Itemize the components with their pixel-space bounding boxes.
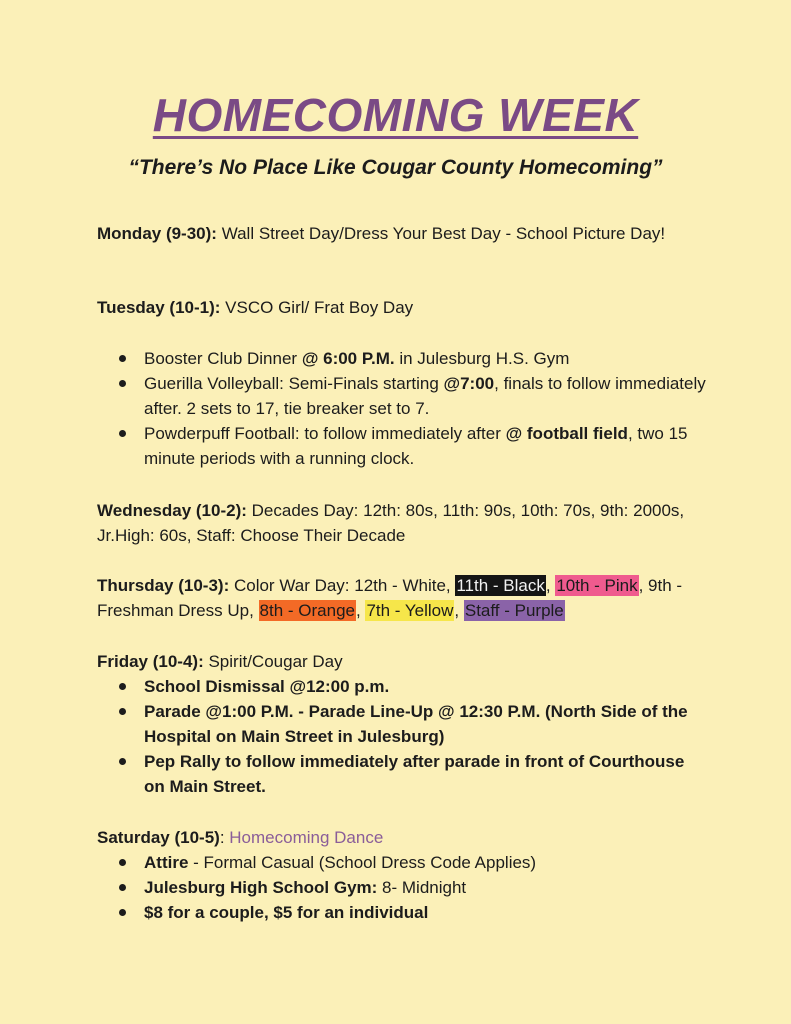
saturday-heading: Saturday (10-5) [97,828,220,847]
friday-section [97,649,707,799]
tuesday-text: VSCO Girl/ Frat Boy Day [220,298,414,317]
list-item: Booster Club Dinner @ 6:00 P.M. in Julesburg H.S. Gym [97,346,707,371]
list-item: Julesburg High School Gym: 8- Midnight [97,875,707,900]
friday-heading: Friday (10-4): [97,652,204,671]
wednesday-section [97,498,707,548]
wednesday-text: Decades Day: 12th: 80s, 11th: 90s, 10th: 70s, 9th: 2000s, Jr.High: 60s, Staff: Choose Their Decade [97,501,685,545]
list-item: Powderpuff Football: to follow immediately after @ football field, two 15 minute periods with a running clock. [97,421,707,471]
highlight-staff-purple: Staff - Purple [464,601,564,620]
list-item: $8 for a couple, $5 for an individual [97,900,707,925]
homecoming-dance-label: Homecoming Dance [229,828,384,847]
list-item: School Dismissal @12:00 p.m. [97,674,707,699]
page-subtitle: “There’s No Place Like Cougar County Homecoming” [128,156,663,179]
tuesday-heading: Tuesday (10-1): [97,298,221,317]
monday-section [97,221,707,246]
monday-heading: Monday (9-30): [97,224,217,243]
monday-text: Wall Street Day/Dress Your Best Day - School Picture Day! [216,224,666,243]
list-item: Attire - Formal Casual (School Dress Code Applies) [97,850,707,875]
highlight-11th-black: 11th - Black [456,576,545,595]
list-item: Guerilla Volleyball: Semi-Finals starting @7:00, finals to follow immediately after. 2 sets to 17, tie breaker set to 7. [97,371,707,421]
tuesday-section [97,295,707,320]
friday-text: Spirit/Cougar Day [203,652,343,671]
wednesday-heading: Wednesday (10-2): [97,501,247,520]
highlight-10th-pink: 10th - Pink [556,576,638,595]
list-item: Parade @1:00 P.M. - Parade Line-Up @ 12:30 P.M. (North Side of the Hospital on Main Street in Julesburg) [97,699,707,749]
thursday-section: Thursday (10-3): Color War Day: 12th - White, 11th - Black, 10th - Pink, 9th - Freshman Dress Up, 8th - Orange, 7th - Yellow, Staff - Purple [97,576,683,620]
list-item: Pep Rally to follow immediately after parade in front of Courthouse on Main Street. [97,749,707,799]
page-title: HOMECOMING WEEK [152,89,639,141]
tuesday-events [97,346,707,471]
highlight-7th-yellow: 7th - Yellow [366,601,454,620]
thursday-heading: Thursday (10-3): [97,576,230,595]
saturday-section: Saturday (10-5): Homecoming Dance Attire - Formal Casual (School Dress Code Applies) Julesburg High School Gym: 8- Midnight $8 for a couple, $5 for an individual [97,825,707,925]
highlight-8th-orange: 8th - Orange [259,601,355,620]
